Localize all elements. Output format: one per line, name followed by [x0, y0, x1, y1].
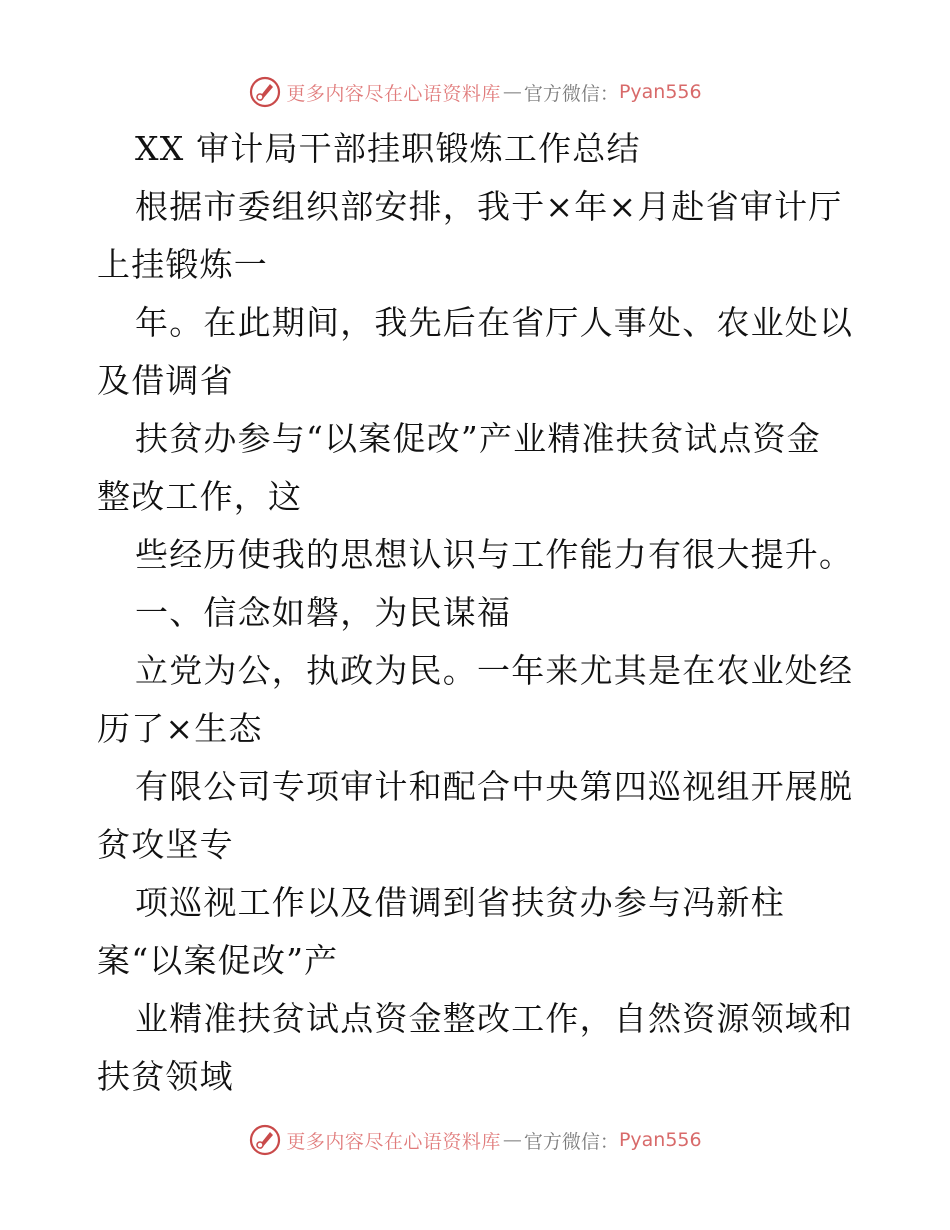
watermark-text: 更多内容尽在心语资料库	[286, 82, 501, 105]
paragraph-line: 扶贫领域	[97, 1057, 234, 1096]
quill-seal-icon	[248, 1123, 282, 1157]
paragraph-line: 扶贫办参与“以案促改”产业精准扶贫试点资金	[135, 419, 821, 458]
document-body	[97, 120, 857, 1106]
watermark-wechat-id: Pyan556	[618, 81, 702, 103]
paragraph-line: 些经历使我的思想认识与工作能力有很大提升。	[135, 535, 854, 574]
paragraph-line: 立党为公，执政为民。一年来尤其是在农业处经	[135, 651, 854, 690]
watermark-wechat-label: 官方微信：	[523, 82, 619, 105]
footer-watermark	[0, 1120, 950, 1160]
paragraph-line: 业精准扶贫试点资金整改工作，自然资源领域和	[135, 999, 854, 1038]
paragraph-line: 年。在此期间，我先后在省厅人事处、农业处以	[135, 303, 854, 342]
paragraph-line: 根据市委组织部安排，我于×年×月赴省审计厅	[135, 187, 843, 226]
paragraph-line: 及借调省	[97, 361, 234, 400]
quill-seal-icon	[248, 75, 282, 109]
paragraph-line: 项巡视工作以及借调到省扶贫办参与冯新柱	[135, 883, 785, 922]
watermark-separator: —	[502, 81, 522, 103]
watermark-wechat-label: 官方微信：	[523, 1130, 619, 1153]
watermark-wechat-id: Pyan556	[618, 1129, 702, 1151]
paragraph-line: 上挂锻炼一	[97, 245, 268, 284]
header-watermark	[0, 72, 950, 112]
section-heading: 一、信念如磐，为民谋福	[135, 593, 512, 632]
watermark-separator: —	[502, 1129, 522, 1151]
paragraph-line: 历了×生态	[97, 709, 263, 748]
paragraph-line: 贫攻坚专	[97, 825, 234, 864]
watermark-text: 更多内容尽在心语资料库	[286, 1130, 501, 1153]
paragraph-line: 整改工作，这	[97, 477, 303, 516]
paragraph-line: 有限公司专项审计和配合中央第四巡视组开展脱	[135, 767, 854, 806]
paragraph-line: 案“以案促改”产	[97, 941, 339, 980]
document-title: XX 审计局干部挂职锻炼工作总结	[135, 129, 641, 168]
